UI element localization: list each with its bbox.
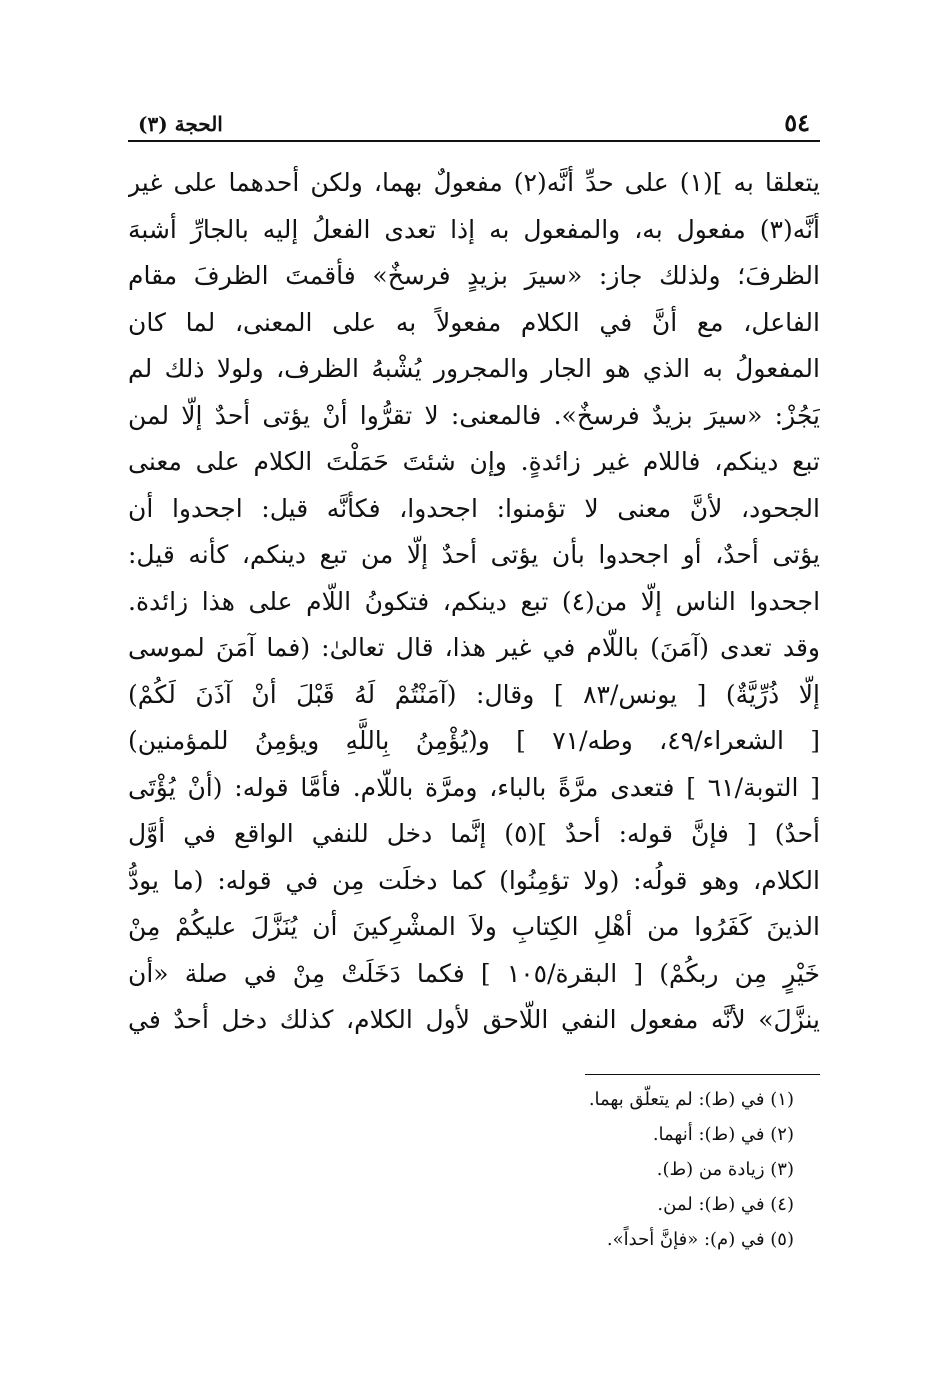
text-line: أنَّه(٣) مفعول به، والمفعول به إذا تعدى الفعلُ إليه بالجارِّ أشبهَ — [128, 214, 820, 244]
footnote: (١) في (ط): لم يتعلّق بهما. — [588, 1089, 794, 1110]
text-line: [ التوبة/٦١ ] فتعدى مرَّةً بالباء، ومرَّة باللّام. فأمَّا قوله: (أنْ يُؤْتَى — [128, 772, 820, 802]
text-line: وقد تعدى (آمَنَ) باللّام في غير هذا، قال تعالىٰ: (فما آمَنَ لموسى — [128, 633, 820, 662]
text-line: ينزَّلَ» لأنَّه مفعول النفي اللّاحق لأول الكلام، كذلك دخل أحدٌ في — [128, 1005, 820, 1034]
text-line: أحدٌ) [ فإنَّ قوله: أحدٌ ](٥) إنَّما دخل للنفي الواقع في أوَّل — [128, 819, 820, 848]
running-title: الحجة (٣) — [138, 112, 223, 136]
footnote-divider — [585, 1074, 820, 1075]
page-number: ٥٤ — [784, 108, 810, 137]
text-line: الفاعل، مع أنَّ في الكلام مفعولاً به على المعنى، لما كان — [128, 307, 820, 337]
text-line: الظرفَ؛ ولذلك جاز: «سيرَ بزيدٍ فرسخٌ» فأقمتَ الظرفَ مقام — [128, 261, 820, 290]
text-line: يَجُزْ: «سيرَ بزيدٌ فرسخٌ». فالمعنى: لا تقرُّوا أنْ يؤتى أحدٌ إلّا لمن — [128, 400, 820, 430]
text-line: اجحدوا الناس إلّا من(٤) تبع دينكم، فتكونُ اللّام على هذا زائدة. — [128, 586, 820, 616]
footnotes — [128, 1082, 820, 1257]
page-header — [128, 108, 820, 142]
text-line: يؤتى أحدٌ، أو اجحدوا بأن يؤتى أحدٌ إلّا من تبع دينكم، كأنه قيل: — [128, 540, 820, 569]
footnote: (٢) في (ط): أنهما. — [652, 1124, 794, 1145]
text-line: يتعلقا به ](١) على حدِّ أنَّه(٢) مفعولٌ بهما، ولكن أحدهما على غير — [128, 168, 820, 197]
text-line: الذينَ كَفَرُوا من أهْلِ الكِتابِ ولاَ المشْرِكينَ أن يُنَزَّلَ عليكُمْ مِنْ — [128, 912, 820, 941]
text-line: [ الشعراء/٤٩، وطه/٧١ ] و(يُؤْمِنُ بِاللَّهِ ويؤمِنُ للمؤمنين) — [128, 726, 820, 755]
text-line: خَيْرٍ مِن ربكُمْ) [ البقرة/١٠٥ ] فكما دَخَلَتْ مِنْ في صلة «أن — [128, 958, 820, 988]
footnote: (٥) في (م): «فإنَّ أحداً». — [606, 1229, 794, 1250]
text-line: المفعولُ به الذي هو الجار والمجرور يُشْبهُ الظرف، ولولا ذلك لم — [128, 354, 820, 383]
main-text — [128, 160, 820, 1044]
text-line: الكلام، وهو قولُه: (ولا تؤمِنُوا) كما دخلَت مِن في قوله: (ما يودُّ — [128, 865, 820, 895]
text-line: إلّا ذُرِّيَّةٌ) [ يونس/٨٣ ] وقال: (آمَنْتُمْ لَهُ قَبْلَ أنْ آذَنَ لَكُمْ) — [128, 679, 820, 709]
footnote: (٣) زيادة من (ط). — [656, 1159, 794, 1180]
text-line: الجحود، لأنَّ معنى لا تؤمنوا: اجحدوا، فكأنَّه قيل: اجحدوا أن — [128, 493, 820, 523]
footnote: (٤) في (ط): لمن. — [657, 1194, 794, 1215]
text-line: تبع دينكم، فاللام غير زائدةٍ. وإن شئتَ حَمَلْتَ الكلام على معنى — [128, 447, 820, 476]
